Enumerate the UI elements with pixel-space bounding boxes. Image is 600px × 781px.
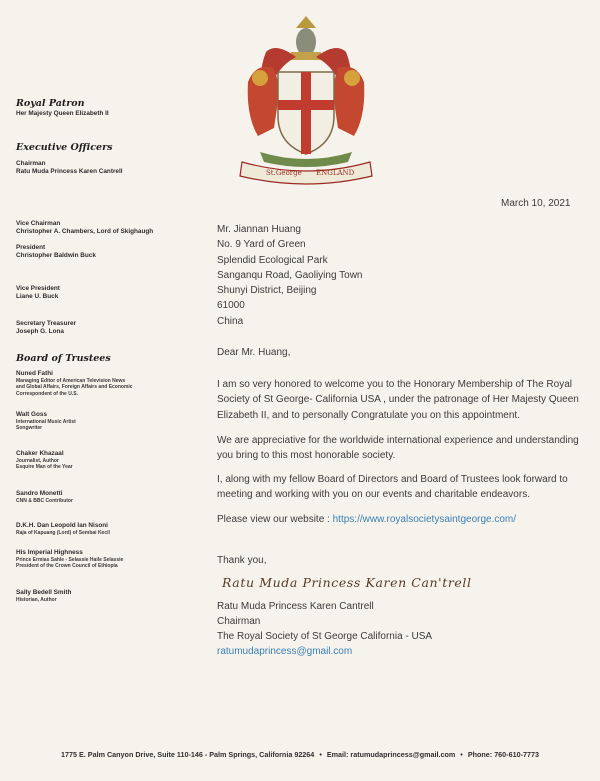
paragraph-events: I, along with my fellow Board of Directors and Board of Trustees look forward to meeting and working with you on our events and charitable endeavors. [217, 474, 568, 501]
royal-patron-name: Her Majesty Queen Elizabeth II [16, 110, 109, 117]
website-prefix: Please view our website : [217, 514, 333, 525]
signer-name: Ratu Muda Princess Karen Cantrell [217, 601, 374, 612]
trustee-name: Walt Goss [16, 411, 48, 418]
officer-title: Secretary Treasurer [16, 320, 77, 327]
trustee-item [16, 370, 166, 397]
royal-patron-heading: Royal Patron [16, 98, 85, 109]
salutation: Dear Mr. Huang, [217, 347, 291, 358]
officer-president [16, 244, 166, 260]
trustee-desc: President of the Crown Council of Ethiopia [16, 563, 118, 570]
website-link[interactable]: https://www.royalsocietysaintgeorge.com/ [332, 514, 517, 525]
trustee-name: Sally Bedell Smith [16, 589, 72, 596]
ribbon-left-text: St.George [266, 169, 302, 177]
letterhead-footer [0, 750, 600, 759]
separator-dot-icon: • [319, 750, 322, 759]
trustee-desc: Correspondent of the U.S. [16, 390, 78, 397]
trustee-desc: Historian, Author [16, 597, 57, 603]
officer-title: Vice President [16, 285, 60, 292]
officer-name: Ratu Muda Princess Karen Cantrell [16, 168, 123, 175]
footer-phone-label: Phone: [467, 750, 493, 759]
executive-heading: Executive Officers [16, 142, 113, 153]
officer-name: Joseph G. Lona [16, 328, 64, 335]
trustee-desc: CNN & BBC Contributor [16, 498, 73, 504]
signer-email-link[interactable]: ratumudaprincess@gmail.com [217, 646, 353, 657]
trustee-name: Sandro Monetti [16, 490, 63, 497]
trustee-desc: Managing Editor of American Television News [16, 378, 126, 384]
paragraph-welcome: I am so very honored to welcome you to the Honorary Membership of The Royal Society of St George- California USA , under the patronage of Her Majesty Queen Elizabeth II, and to personally Congratulate you on this appointment. [217, 379, 579, 421]
officer-secretary [16, 320, 166, 336]
ribbon-right-text: ENGLAND [316, 169, 355, 177]
trustees-heading-block [16, 353, 166, 364]
address-line: Splendid Ecological Park [217, 254, 328, 266]
footer-phone: 760-610-7773 [494, 750, 539, 759]
closing: Thank you, [217, 555, 267, 566]
trustee-desc: Journalist, Author [16, 458, 59, 464]
trustee-item [16, 490, 166, 504]
address-line: Shunyi District, Beijing [217, 285, 317, 297]
officer-name: Christopher A. Chambers, Lord of Skighaugh [16, 228, 154, 235]
signer-org: The Royal Society of St George California - USA [217, 631, 433, 642]
handwritten-signature: Ratu Muda Princess Karen Can'trell [222, 575, 472, 590]
trustee-desc: Raja of Kapuang (Lord) of Sembai Kecil [16, 530, 110, 536]
officer-name: Liane U. Buck [16, 293, 59, 300]
letter-date: March 10, 2021 [501, 198, 571, 209]
footer-email-label: Email: [326, 750, 349, 759]
website-line [217, 514, 516, 525]
trustee-name: Chaker Khazaal [16, 450, 64, 457]
officer-vice-president [16, 285, 166, 301]
trustee-desc: Songwriter [16, 425, 43, 432]
trustee-name: His Imperial Highness [16, 549, 83, 556]
coat-of-arms-icon [236, 12, 376, 188]
officer-title: Chairman [16, 160, 46, 167]
trustee-item [16, 549, 166, 570]
trustee-desc: and Global Affairs, Foreign Affairs and Economic [16, 384, 133, 391]
trustee-item [16, 450, 166, 471]
officer-title: Vice Chairman [16, 220, 61, 227]
officer-name: Christopher Baldwin Buck [16, 252, 96, 259]
executive-officers-block [16, 142, 166, 153]
trustee-item [16, 589, 166, 603]
address-line: Mr. Jiannan Huang [217, 224, 301, 235]
trustee-name: Nuned Fathi [16, 370, 53, 377]
address-line: China [217, 315, 244, 327]
trustees-heading: Board of Trustees [16, 353, 111, 364]
recipient-address [217, 222, 362, 329]
separator-dot-icon: • [460, 750, 463, 759]
footer-address: 1775 E. Palm Canyon Drive, Suite 110-146 - Palm Springs, California 92264 [61, 750, 315, 759]
trustee-name: D.K.H. Dan Leopold Ian Nisoni [16, 522, 108, 529]
officer-vice-chairman [16, 220, 166, 236]
address-line: Sanganqu Road, Gaoliying Town [217, 269, 363, 281]
paragraph-appreciation: We are appreciative for the worldwide international experience and understanding you bring to this most honorable society. [217, 435, 579, 462]
trustee-desc: International Music Artist [16, 419, 76, 425]
trustee-item [16, 522, 166, 536]
officer-chairman [16, 160, 166, 176]
officer-title: President [16, 244, 46, 251]
trustee-desc: Prince Ermias Sahle - Selassie Haile Selassie [16, 557, 124, 563]
footer-email[interactable]: ratumudaprincess@gmail.com [350, 750, 456, 759]
address-line: 61000 [217, 300, 245, 312]
trustee-item [16, 411, 166, 432]
address-line: No. 9 Yard of Green [217, 239, 306, 251]
signer-title: Chairman [217, 616, 261, 627]
signature-block [217, 599, 432, 659]
royal-patron-block [16, 98, 166, 118]
trustee-desc: Esquire Man of the Year [16, 464, 73, 471]
